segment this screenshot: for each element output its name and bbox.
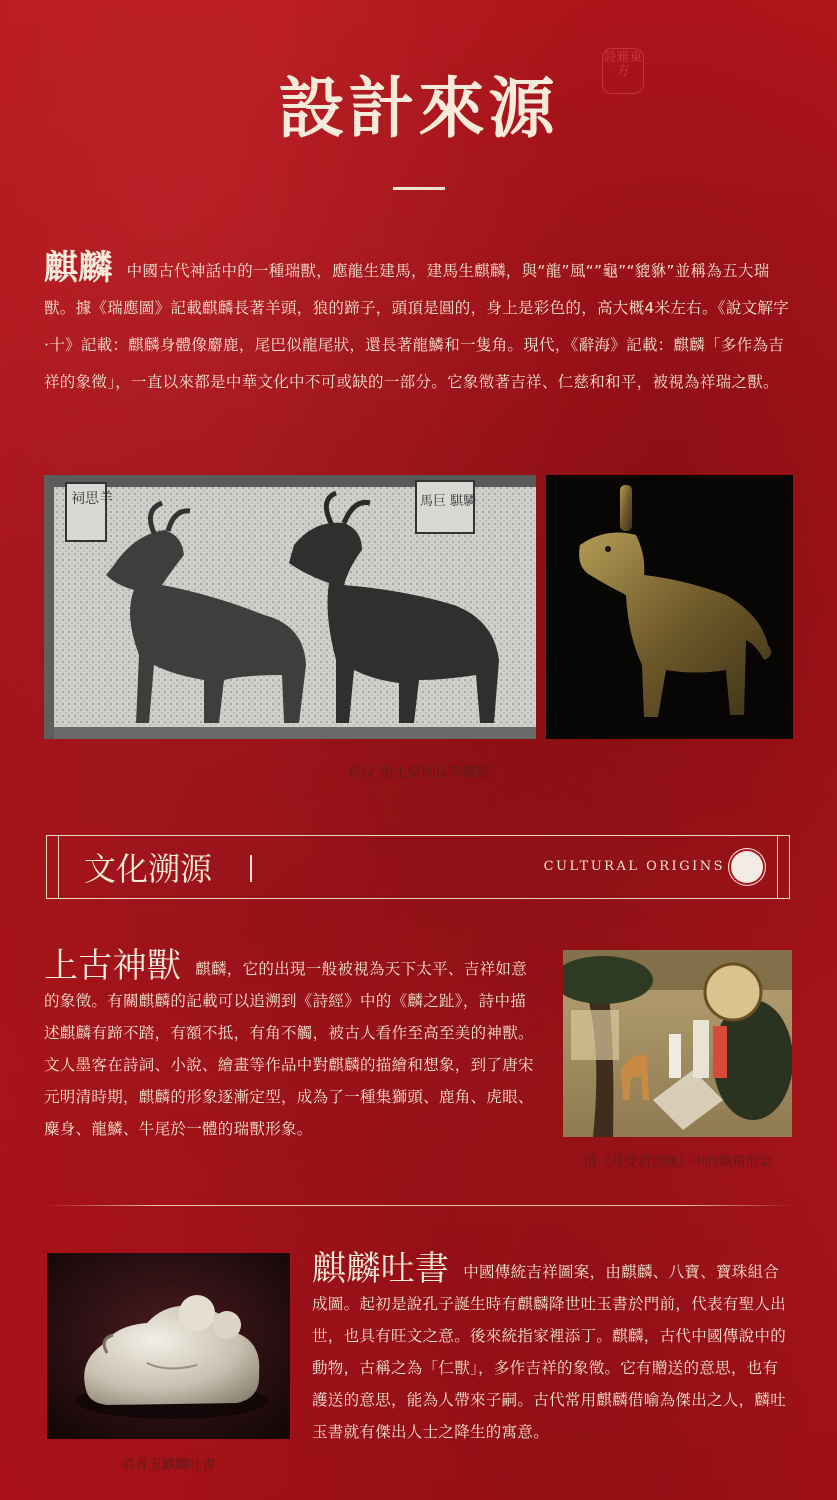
seal-stamp: 詩雅東方 xyxy=(602,48,644,94)
intro-text: 中國古代神話中的一種瑞獸，應龍生建馬，建馬生麒麟，與“龍”風“”龜”“貔貅”並稱為五大瑞獸。據《瑞應圖》記載麒麟長著羊頭，狼的蹄子，頭頂是圓的，身上是彩色的，高大概4米左右。《說文解字·十》記載：麒麟身體像麝鹿，尾巴似龍尾狀，還長著龍鱗和一隻角。現代，《辭海》記載：麒麟「多作為吉祥的象徵」，一直以來都是中華文化中不可或缺的一部分。它象徵著吉祥、仁慈和和平，被視為祥瑞之獸。 xyxy=(44,262,790,391)
section2-lead: 麒麟吐書 xyxy=(312,1249,450,1289)
intro-lead: 麒麟 xyxy=(44,248,113,288)
section2-paragraph xyxy=(312,1249,787,1448)
section1-caption: 清《月受消遊圖》中的麒精形象 xyxy=(583,1154,773,1170)
section2-text: 中國傳統吉祥圖案，由麒麟、八寶、寶珠組合成圖。起初是說孔子誕生時有麒麟降世吐玉書於門前，代表有聖人出世，也具有旺文之意。後來統指家裡添丁。麒麟，古代中國傳說中的動物，古稱之為「仁獸」，多作吉祥的象徵。它有贈送的意思，也有護送的意思，能為人帶來子嗣。古代常用麒麟借喻為傑出之人，麟吐玉書就有傑出人士之降生的寓意。 xyxy=(312,1263,787,1441)
stone-rubbing-art xyxy=(44,475,536,739)
section1-text: 麒麟，它的出現一般被視為天下太平、吉祥如意的象徵。有關麒麟的記載可以追溯到《詩經》中的《麟之趾》，詩中描述麒麟有蹄不踏，有額不抵，有角不觸，被古人看作至高至美的神獸。文人墨客在詩詞、小說、繪畫等作品中對麒麟的描繪和想象，到了唐宋元明清時期，麒麟的形象逐漸定型，成為了一種集獅頭、鹿角、虎眼、麋身、龍鱗、牛尾於一體的瑞獸形象。 xyxy=(44,960,534,1138)
stone-rubbing-image xyxy=(44,475,536,739)
page-title: 設計來源 xyxy=(278,69,559,147)
qing-painting-image xyxy=(563,950,792,1137)
jade-qilin-art xyxy=(47,1253,290,1439)
section2-caption: 消青玉麒麟吐書 xyxy=(121,1457,216,1473)
banner-title: 文化溯源 xyxy=(84,850,213,888)
section1-lead: 上古神獸 xyxy=(44,946,182,986)
gallery-caption: 东汉 出土壁画&青铜器 xyxy=(347,765,490,781)
section1-paragraph xyxy=(44,946,534,1145)
rubbing-inscription-left: 祠思羊 xyxy=(71,491,113,507)
bronze-qilin-art xyxy=(546,475,793,739)
intro-paragraph xyxy=(44,250,789,401)
banner-title-separator xyxy=(250,855,252,882)
rubbing-inscription-right: 馬巨 騏驎 xyxy=(420,494,477,509)
jade-qilin-image xyxy=(47,1253,290,1439)
qing-painting-art xyxy=(563,950,792,1137)
section-divider xyxy=(44,1205,794,1206)
title-divider xyxy=(393,187,445,190)
bronze-vessel-image xyxy=(546,475,793,739)
flower-badge-icon xyxy=(731,851,763,883)
banner-subtitle: CULTURAL ORIGINS xyxy=(543,859,725,874)
